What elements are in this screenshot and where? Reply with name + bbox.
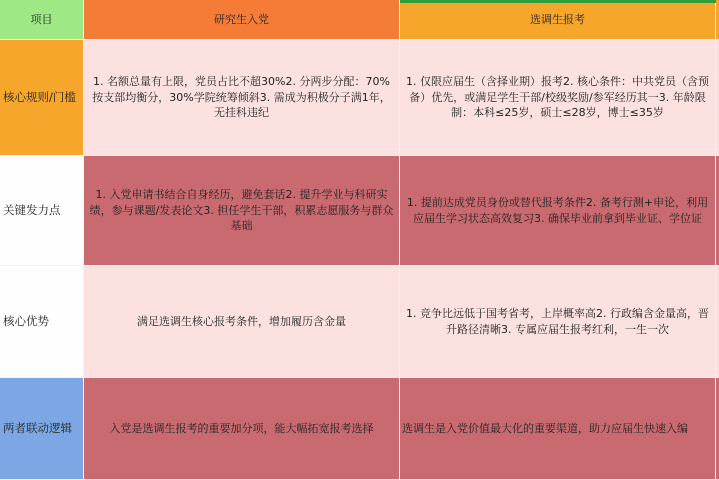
cell-core-rules-grad: 1. 名额总量有上限，党员占比不超30%2. 分两步分配：70%按支部均衡分，30%学院统筹倾斜3. 需成为积极分子满1年，无挂科违纪 (84, 40, 400, 156)
header-grad-party: 研究生入党 (84, 0, 400, 40)
header-project: 项目 (0, 0, 84, 40)
cell-core-advantage-select: 1. 竞争比远低于国考省考，上岸概率高2. 行政编含金量高，晋升路径清晰3. 专属应届生报考红利，一生一次 (400, 266, 716, 378)
selected-column-top-border (400, 0, 716, 3)
row-label-linkage: 两者联动逻辑 (0, 378, 84, 480)
row-label-core-advantage: 核心优势 (0, 266, 84, 378)
cell-linkage-grad: 入党是选调生报考的重要加分项，能大幅拓宽报考选择 (84, 378, 400, 480)
cell-key-focus-grad: 1. 入党申请书结合自身经历，避免套话2. 提升学业与科研实绩，参与课题/发表论文3. 担任学生干部，积累志愿服务与群众基础 (84, 156, 400, 266)
header-selected-graduate: 选调生报考 (400, 0, 716, 40)
row-label-core-rules: 核心规则/门槛 (0, 40, 84, 156)
cell-core-advantage-grad: 满足选调生核心报考条件，增加履历含金量 (84, 266, 400, 378)
cell-linkage-select: 选调生是入党价值最大化的重要渠道，助力应届生快速入编 (400, 378, 716, 480)
row-label-key-focus: 关键发力点 (0, 156, 84, 266)
cell-key-focus-select: 1. 提前达成党员身份或替代报考条件2. 备考行测+申论，利用应届生学习状态高效复习3. 确保毕业前拿到毕业证、学位证 (400, 156, 716, 266)
cell-core-rules-select: 1. 仅限应届生（含择业期）报考2. 核心条件：中共党员（含预备）优先，或满足学生干部/校级奖励/参军经历其一3. 年龄限制：本科≤25岁，硕士≤28岁，博士≤35岁 (400, 40, 716, 156)
